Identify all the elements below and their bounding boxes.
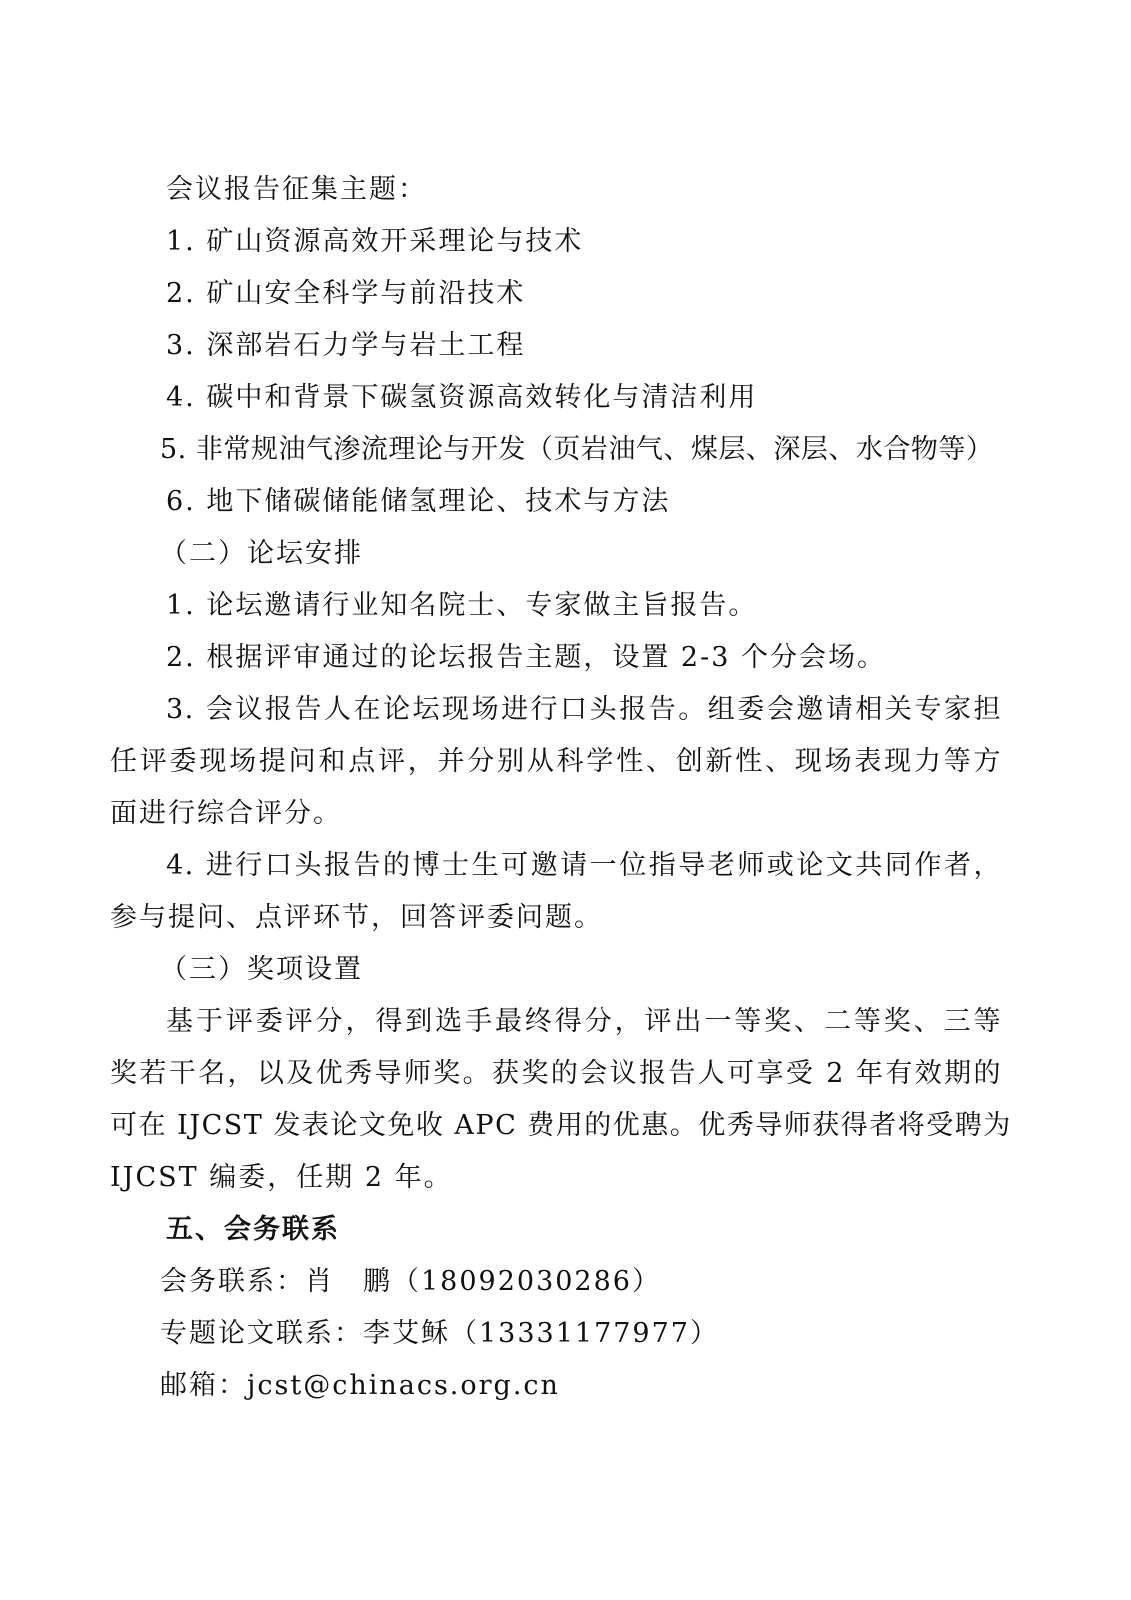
awards-line-3: 可在 IJCST 发表论文免收 APC 费用的优惠。优秀导师获得者将受聘为 xyxy=(110,1110,1012,1141)
topic-item-1: 1. 矿山资源高效开采理论与技术 xyxy=(166,226,584,257)
contact-section-heading: 五、会务联系 xyxy=(166,1214,340,1245)
forum-item-3-line-2: 任评委现场提问和点评，并分别从科学性、创新性、现场表现力等方 xyxy=(110,746,1002,777)
forum-item-3-line-3: 面进行综合评分。 xyxy=(110,798,342,829)
forum-item-4-line-1: 4. 进行口头报告的博士生可邀请一位指导老师或论文共同作者， xyxy=(166,850,1002,881)
forum-item-1: 1. 论坛邀请行业知名院士、专家做主旨报告。 xyxy=(166,590,758,621)
awards-line-1: 基于评委评分，得到选手最终得分，评出一等奖、二等奖、三等 xyxy=(166,1006,1002,1037)
forum-item-2: 2. 根据评审通过的论坛报告主题，设置 2-3 个分会场。 xyxy=(166,642,886,673)
contact-affairs: 会务联系：肖 鹏（18092030286） xyxy=(160,1266,661,1297)
contact-paper: 专题论文联系：李艾稣（13331177977） xyxy=(160,1318,719,1349)
topic-item-5: 5. 非常规油气渗流理论与开发（页岩油气、煤层、深层、水合物等） xyxy=(160,434,994,465)
topic-item-2: 2. 矿山安全科学与前沿技术 xyxy=(166,278,526,309)
awards-line-2: 奖若干名，以及优秀导师奖。获奖的会议报告人可享受 2 年有效期的 xyxy=(110,1058,1002,1089)
awards-section-title: （三）奖项设置 xyxy=(160,954,363,985)
topic-item-3: 3. 深部岩石力学与岩土工程 xyxy=(166,330,526,361)
forum-section-title: （二）论坛安排 xyxy=(160,538,363,569)
contact-email: 邮箱：jcst@chinacs.org.cn xyxy=(160,1370,560,1401)
forum-item-4-line-2: 参与提问、点评环节，回答评委问题。 xyxy=(110,902,603,933)
topics-title: 会议报告征集主题： xyxy=(166,174,427,205)
forum-item-3-line-1: 3. 会议报告人在论坛现场进行口头报告。组委会邀请相关专家担 xyxy=(166,694,1002,725)
topic-item-6: 6. 地下储碳储能储氢理论、技术与方法 xyxy=(166,486,671,517)
awards-line-4: IJCST 编委，任期 2 年。 xyxy=(110,1162,453,1193)
topic-item-4: 4. 碳中和背景下碳氢资源高效转化与清洁利用 xyxy=(166,382,758,413)
